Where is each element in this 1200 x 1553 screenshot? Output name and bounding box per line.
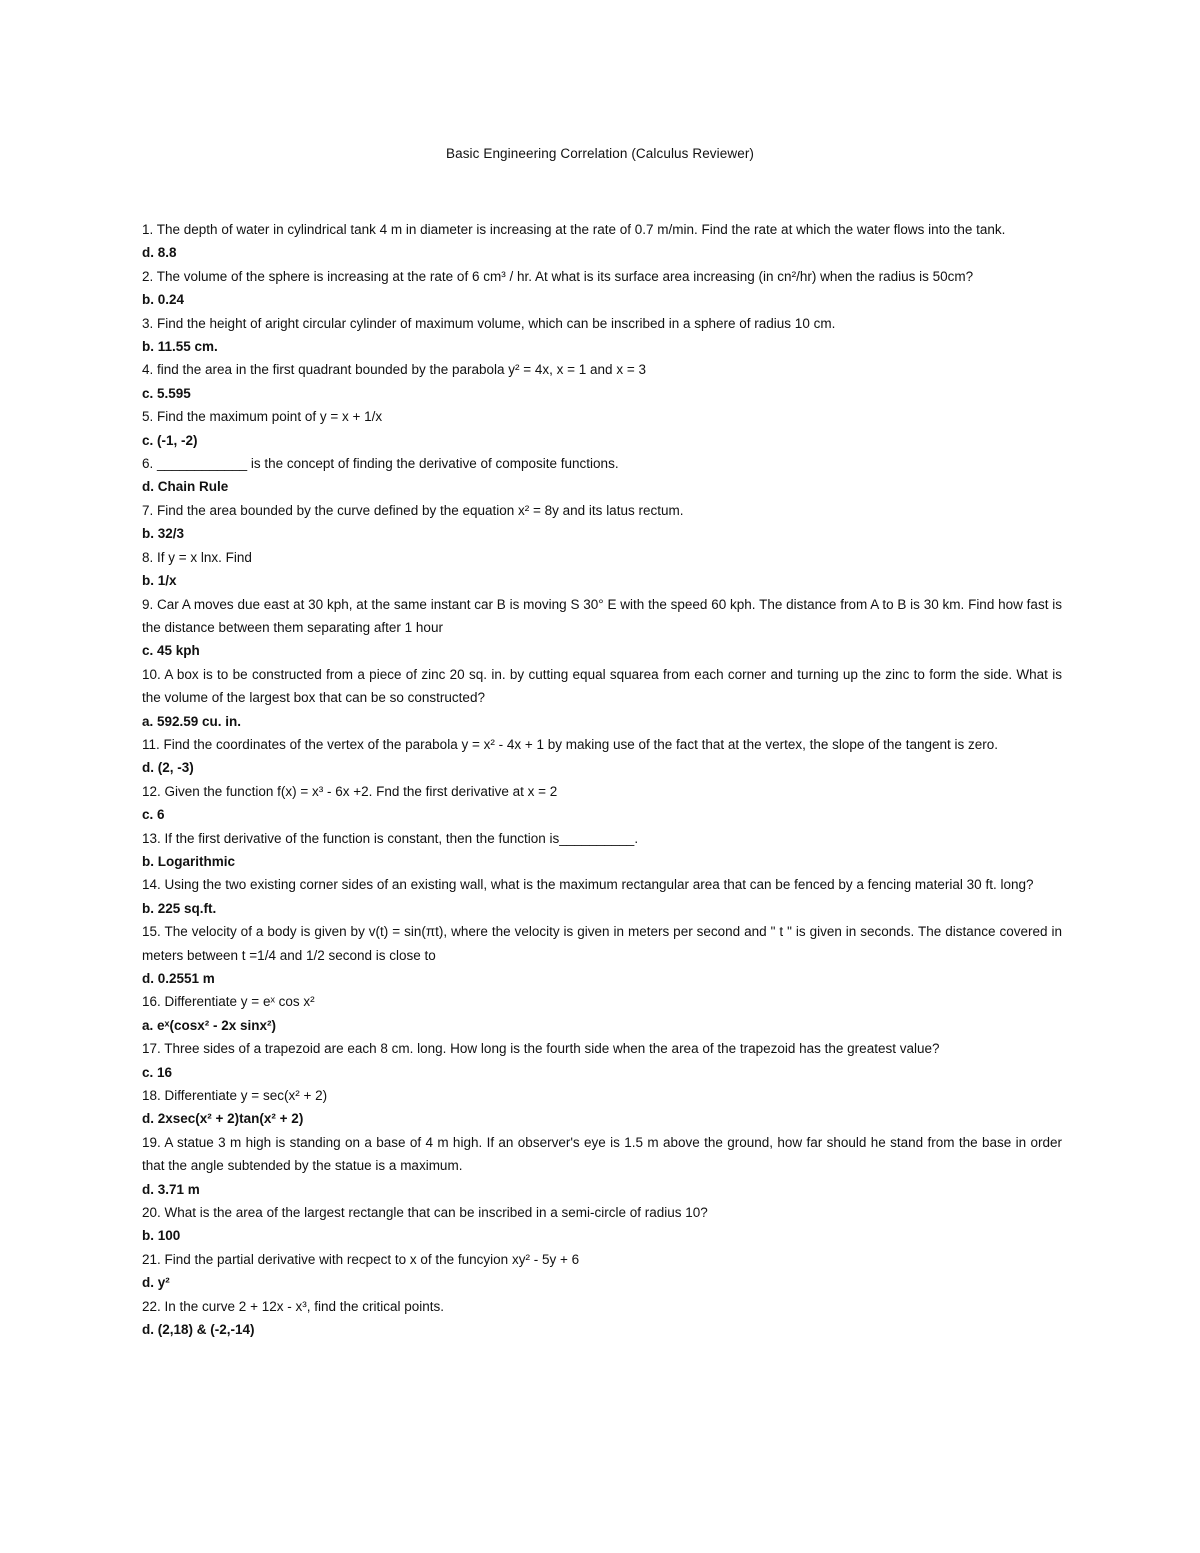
answer-text: c. (-1, -2)	[142, 432, 198, 448]
answer-text: b. 32/3	[142, 526, 185, 542]
question-list	[142, 218, 1062, 1342]
question-text: 9. Car A moves due east at 30 kph, at the same instant car B is moving S 30° E with the speed 60 kph. The distance from A to B is 30 km. Find how fast is the distance between them separating after 1 hour	[142, 596, 1062, 635]
question-text: 14. Using the two existing corner sides of an existing wall, what is the maximum rectangular area that can be fenced by a fencing material 30 ft. long?	[142, 877, 1034, 893]
question-text: 5. Find the maximum point of y = x + 1/x	[142, 409, 383, 425]
question-text: 7. Find the area bounded by the curve defined by the equation x² = 8y and its latus rectum.	[142, 502, 684, 518]
question-text: 13. If the first derivative of the function is constant, then the function is__________.	[142, 830, 639, 846]
answer-text: c. 45 kph	[142, 643, 200, 659]
question-text: 18. Differentiate y = sec(x² + 2)	[142, 1088, 328, 1104]
question-text: 4. find the area in the first quadrant bounded by the parabola y² = 4x, x = 1 and x = 3	[142, 362, 646, 378]
question-text: 1. The depth of water in cylindrical tank 4 m in diameter is increasing at the rate of 0.7 m/min. Find the rate at which the water flows into the tank.	[142, 222, 1006, 237]
question-text: 22. In the curve 2 + 12x - x³, find the critical points.	[142, 1298, 445, 1314]
answer-text: d. (2, -3)	[142, 760, 194, 776]
answer-text: c. 16	[142, 1064, 173, 1080]
answer-text: d. Chain Rule	[142, 479, 229, 495]
answer-text: b. 1/x	[142, 573, 177, 589]
answer-text: c. 5.595	[142, 385, 191, 401]
answer-text: d. y²	[142, 1275, 170, 1291]
question-text: 10. A box is to be constructed from a piece of zinc 20 sq. in. by cutting equal squarea from each corner and turning up the zinc to form the side. What is the volume of the largest box that can be so constructed?	[142, 666, 1062, 706]
answer-text: d. 8.8	[142, 245, 177, 261]
answer-text: b. 225 sq.ft.	[142, 900, 217, 916]
question-text: 21. Find the partial derivative with recpect to x of the funcyion xy² - 5y + 6	[142, 1251, 580, 1267]
answer-text: d. (2,18) & (-2,-14)	[142, 1322, 255, 1338]
answer-text: d. 3.71 m	[142, 1181, 200, 1197]
answer-text: c. 6	[142, 807, 165, 823]
document-title: Basic Engineering Correlation (Calculus Reviewer)	[445, 146, 755, 161]
question-text: 16. Differentiate y = eˣ cos x²	[142, 994, 315, 1010]
question-text: 11. Find the coordinates of the vertex of the parabola y = x² - 4x + 1 by making use of the fact that at the vertex, the slope of the tangent is zero.	[142, 736, 998, 752]
answer-text: b. 0.24	[142, 292, 185, 308]
answer-text: b. 11.55 cm.	[142, 339, 218, 355]
question-text: 17. Three sides of a trapezoid are each 8 cm. long. How long is the fourth side when the area of the trapezoid has the greatest value?	[142, 1041, 940, 1057]
question-text: 20. What is the area of the largest rectangle that can be inscribed in a semi-circle of radius 10?	[142, 1205, 708, 1221]
answer-text: a. eˣ(cosx² - 2x sinx²)	[142, 1017, 276, 1033]
answer-text: d. 0.2551 m	[142, 971, 215, 986]
question-text: 6. ____________ is the concept of finding the derivative of composite functions.	[142, 456, 619, 472]
answer-text: d. 2xsec(x² + 2)tan(x² + 2)	[142, 1111, 304, 1127]
question-text: 3. Find the height of aright circular cylinder of maximum volume, which can be inscribed in a sphere of radius 10 cm.	[142, 315, 836, 331]
question-text: 2. The volume of the sphere is increasing at the rate of 6 cm³ / hr. At what is its surface area increasing (in cn²/hr) when the radius is 50cm?	[142, 268, 974, 284]
question-text: 12. Given the function f(x) = x³ - 6x +2. Fnd the first derivative at x = 2	[142, 783, 558, 799]
answer-text: b. Logarithmic	[142, 853, 236, 869]
answer-text: a. 592.59 cu. in.	[142, 713, 242, 729]
answer-text: b. 100	[142, 1228, 181, 1244]
question-text: 8. If y = x lnx. Find	[142, 549, 252, 565]
question-text: 19. A statue 3 m high is standing on a base of 4 m high. If an observer's eye is 1.5 m above the ground, how far should he stand from the base in order that the angle subtended by the statue is a maximum.	[142, 1134, 1062, 1174]
question-text: 15. The velocity of a body is given by v(t) = sin(πt), where the velocity is given in meters per second and " t " is given in seconds. The distance covered in meters between t =1/4 and 1/2 second is close to	[142, 924, 1062, 963]
